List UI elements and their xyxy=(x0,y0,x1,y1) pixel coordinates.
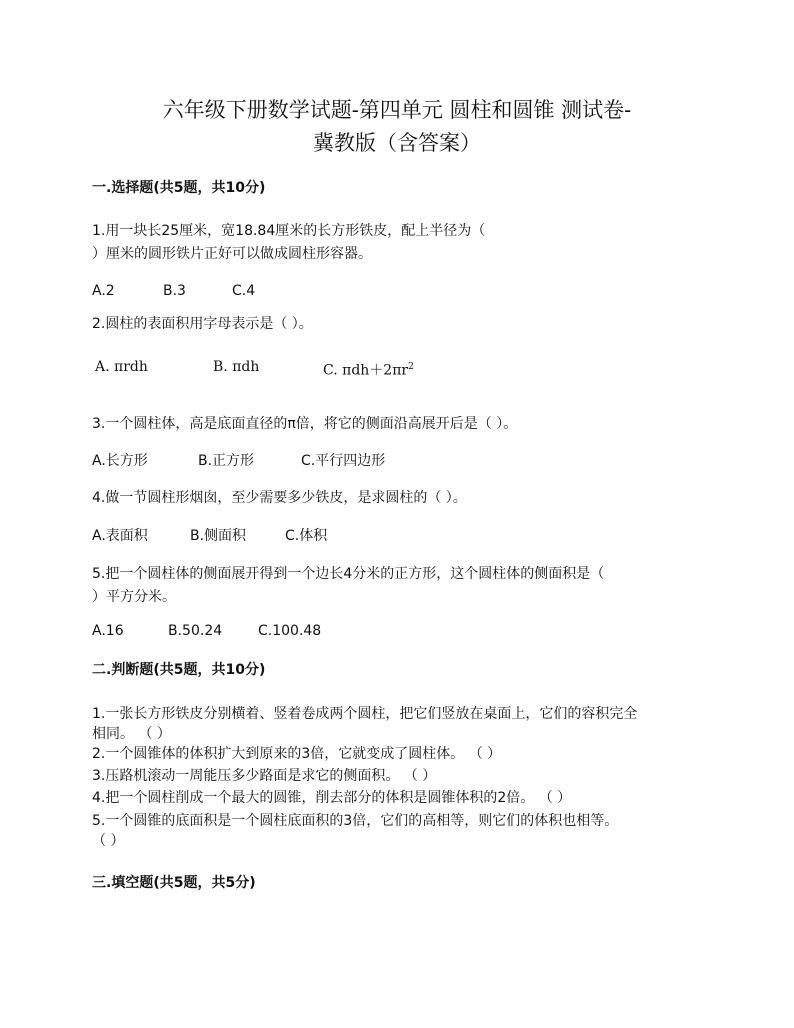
judge-q4: 4.把一个圆柱削成一个最大的圆锥，削去部分的体积是圆锥体积的2倍。 （ ） xyxy=(92,790,572,806)
choice-q5-line1: 5.把一个圆柱体的侧面展开得到一个边长4分米的正方形，这个圆柱体的侧面积是（ xyxy=(92,566,605,582)
page-title-line2: 冀教版（含答案） xyxy=(313,131,481,155)
choice-q2-line1: 2.圆柱的表面积用字母表示是（ ）。 xyxy=(92,316,313,332)
choice-q1-option-c: C.4 xyxy=(232,283,256,299)
judge-q3: 3.压路机滚动一周能压多少路面是求它的侧面积。 （ ） xyxy=(92,768,437,784)
choice-q4-option-b: B.侧面积 xyxy=(190,528,247,544)
judge-q5-line2: （ ） xyxy=(92,833,125,849)
choice-q3-option-b: B.正方形 xyxy=(198,453,255,469)
choice-q4-option-a: A.表面积 xyxy=(92,528,148,544)
section-heading-fill: 三.填空题(共5题，共5分) xyxy=(92,875,256,891)
judge-q2: 2.一个圆锥体的体积扩大到原来的3倍，它就变成了圆柱体。 （ ） xyxy=(92,746,502,762)
section-heading-judge: 二.判断题(共5题，共10分) xyxy=(92,662,266,678)
choice-q5-option-a: A.16 xyxy=(92,623,124,639)
choice-q1-line2: ）厘米的圆形铁片正好可以做成圆柱形容器。 xyxy=(92,246,372,262)
choice-q2-option-c-text: C. πdh＋2πr xyxy=(323,362,409,379)
choice-q2-option-c-exponent: 2 xyxy=(408,362,414,372)
page-title-line1: 六年级下册数学试题-第四单元 圆柱和圆锥 测试卷- xyxy=(162,98,632,122)
choice-q2-option-a: A. πrdh xyxy=(95,359,148,375)
choice-q5-line2: ）平方分米。 xyxy=(92,589,176,605)
choice-q5-option-c: C.100.48 xyxy=(258,623,322,639)
section-heading-choice: 一.选择题(共5题，共10分) xyxy=(92,180,266,196)
judge-q5-line1: 5.一个圆锥的底面积是一个圆柱底面积的3倍，它们的高相等，则它们的体积也相等。 xyxy=(92,813,619,829)
choice-q1-option-a: A.2 xyxy=(92,283,115,299)
choice-q2-option-b: B. πdh xyxy=(213,359,260,375)
choice-q4-option-c: C.体积 xyxy=(285,528,328,544)
choice-q1-option-b: B.3 xyxy=(163,283,186,299)
choice-q2-option-c xyxy=(323,357,414,381)
judge-q1-line1: 1.一张长方形铁皮分别横着、竖着卷成两个圆柱，把它们竖放在桌面上，它们的容积完全 xyxy=(92,706,638,722)
choice-q3-line1: 3.一个圆柱体，高是底面直径的π倍，将它的侧面沿高展开后是（ ）。 xyxy=(92,416,518,432)
choice-q5-option-b: B.50.24 xyxy=(168,623,223,639)
judge-q1-line2: 相同。 （ ） xyxy=(92,726,171,742)
choice-q3-option-a: A.长方形 xyxy=(92,453,148,469)
choice-q1-line1: 1.用一块长25厘米，宽18.84厘米的长方形铁皮，配上半径为（ xyxy=(92,223,486,239)
choice-q3-option-c: C.平行四边形 xyxy=(301,453,386,469)
choice-q4-line1: 4.做一节圆柱形烟囱，至少需要多少铁皮，是求圆柱的（ ）。 xyxy=(92,490,467,506)
